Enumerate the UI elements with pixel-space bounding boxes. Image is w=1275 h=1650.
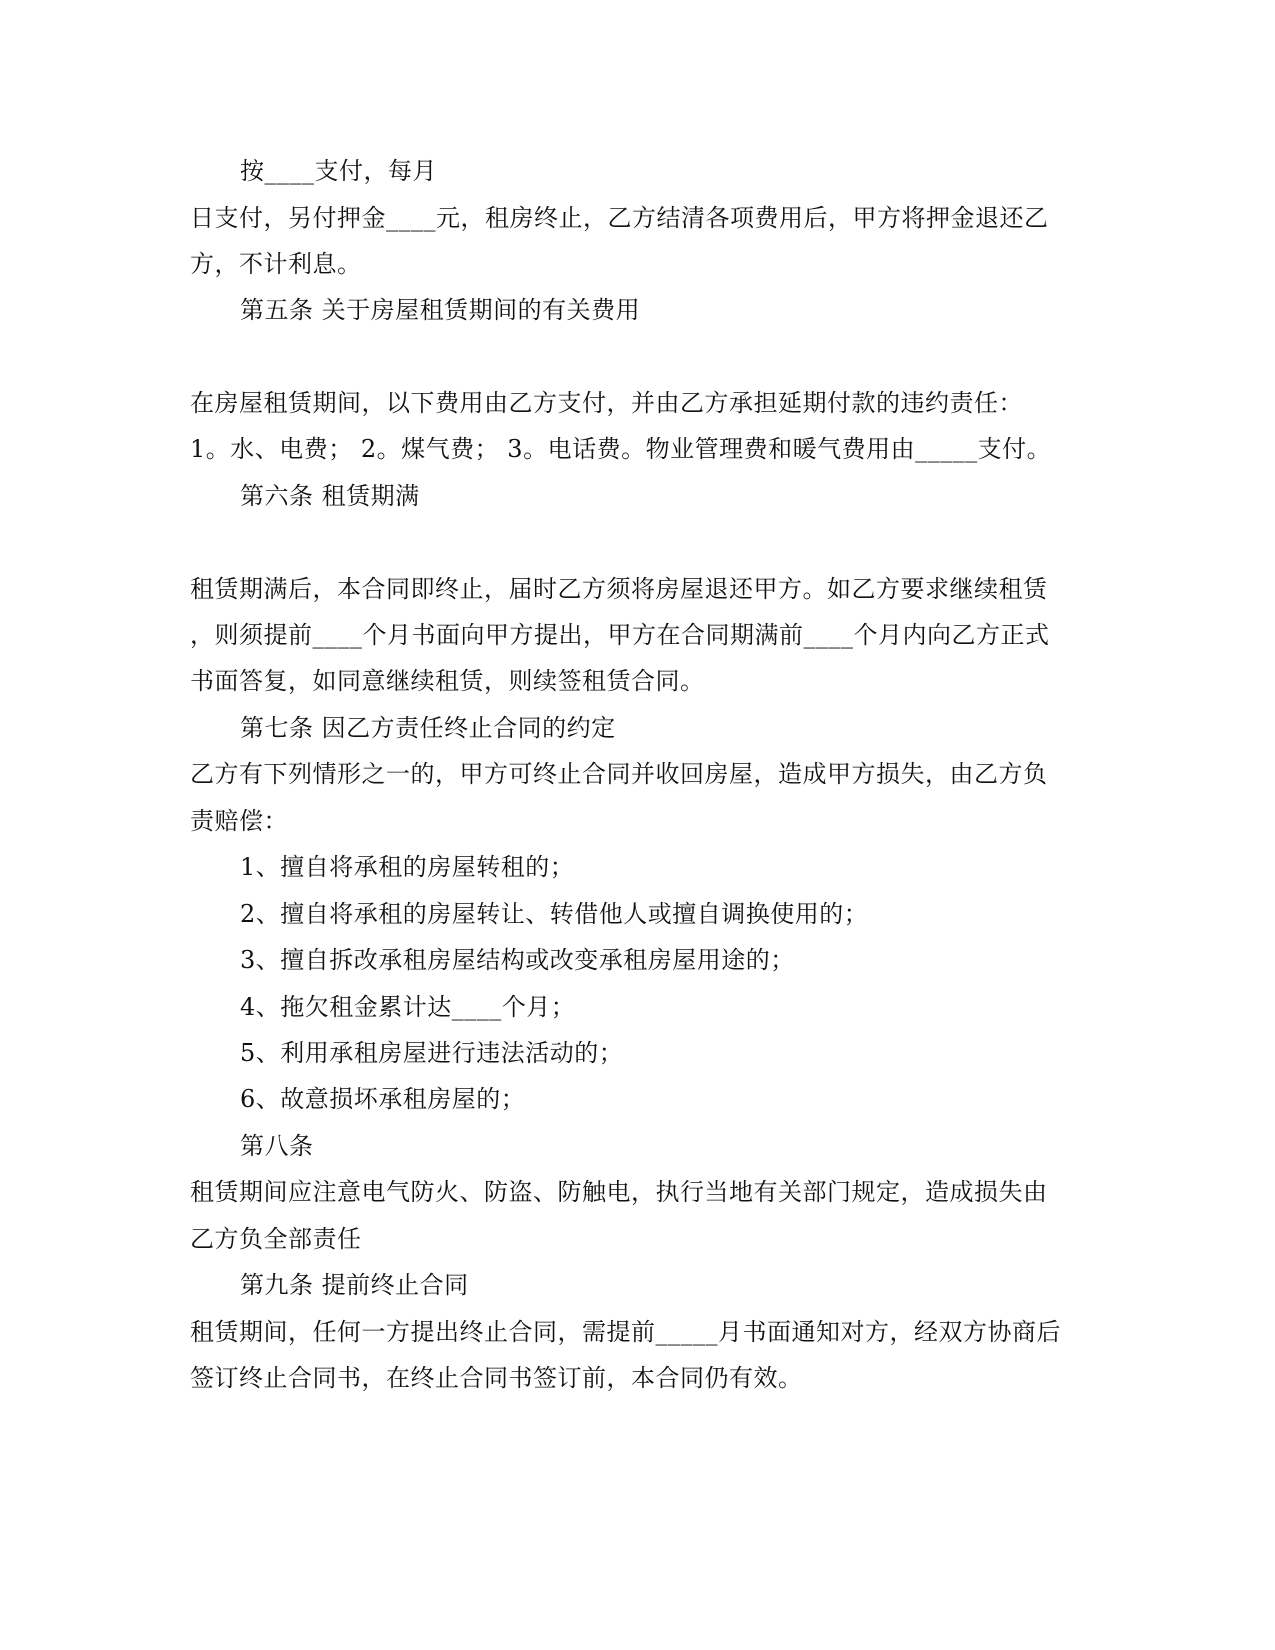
list-item: 1、擅自将承租的房屋转租的；	[240, 853, 575, 881]
text-line: 1。水、电费； 2。煤气费； 3。电话费。物业管理费和暖气费用由_____支付。	[190, 435, 1052, 463]
text-line: 日支付，另付押金____元，租房终止，乙方结清各项费用后，甲方将押金退还乙	[190, 204, 1049, 232]
text-line: 在房屋租赁期间，以下费用由乙方支付，并由乙方承担延期付款的违约责任：	[190, 389, 1023, 417]
list-item: 6、故意损坏承租房屋的；	[240, 1085, 526, 1113]
article-heading: 第五条 关于房屋租赁期间的有关费用	[240, 296, 641, 324]
article-heading: 第六条 租赁期满	[240, 482, 420, 510]
list-item: 2、擅自将承租的房屋转让、转借他人或擅自调换使用的；	[240, 900, 869, 928]
text-line: 乙方有下列情形之一的，甲方可终止合同并收回房屋，造成甲方损失，由乙方负	[190, 760, 1048, 788]
list-item: 4、拖欠租金累计达____个月；	[240, 993, 576, 1021]
list-item: 3、擅自拆改承租房屋结构或改变承租房屋用途的；	[240, 946, 795, 974]
text-line: ，则须提前____个月书面向甲方提出，甲方在合同期满前____个月内向乙方正式	[190, 621, 1050, 649]
text-line: 签订终止合同书，在终止合同书签订前，本合同仍有效。	[190, 1364, 803, 1392]
text-line: 租赁期间应注意电气防火、防盗、防触电，执行当地有关部门规定，造成损失由	[190, 1178, 1048, 1206]
list-item: 5、利用承租房屋进行违法活动的；	[240, 1039, 624, 1067]
text-line: 租赁期满后，本合同即终止，届时乙方须将房屋退还甲方。如乙方要求继续租赁	[190, 575, 1048, 603]
text-line: 方，不计利息。	[190, 250, 362, 278]
text-line: 书面答复，如同意继续租赁，则续签租赁合同。	[190, 667, 705, 695]
article-heading: 第八条	[240, 1132, 314, 1160]
text-line: 责赔偿：	[190, 807, 288, 835]
text-line: 租赁期间，任何一方提出终止合同，需提前_____月书面通知对方，经双方协商后	[190, 1318, 1061, 1346]
text-line: 乙方负全部责任	[190, 1225, 362, 1253]
article-heading: 第七条 因乙方责任终止合同的约定	[240, 714, 616, 742]
text-line: 按____支付，每月	[240, 157, 437, 185]
article-heading: 第九条 提前终止合同	[240, 1271, 469, 1299]
